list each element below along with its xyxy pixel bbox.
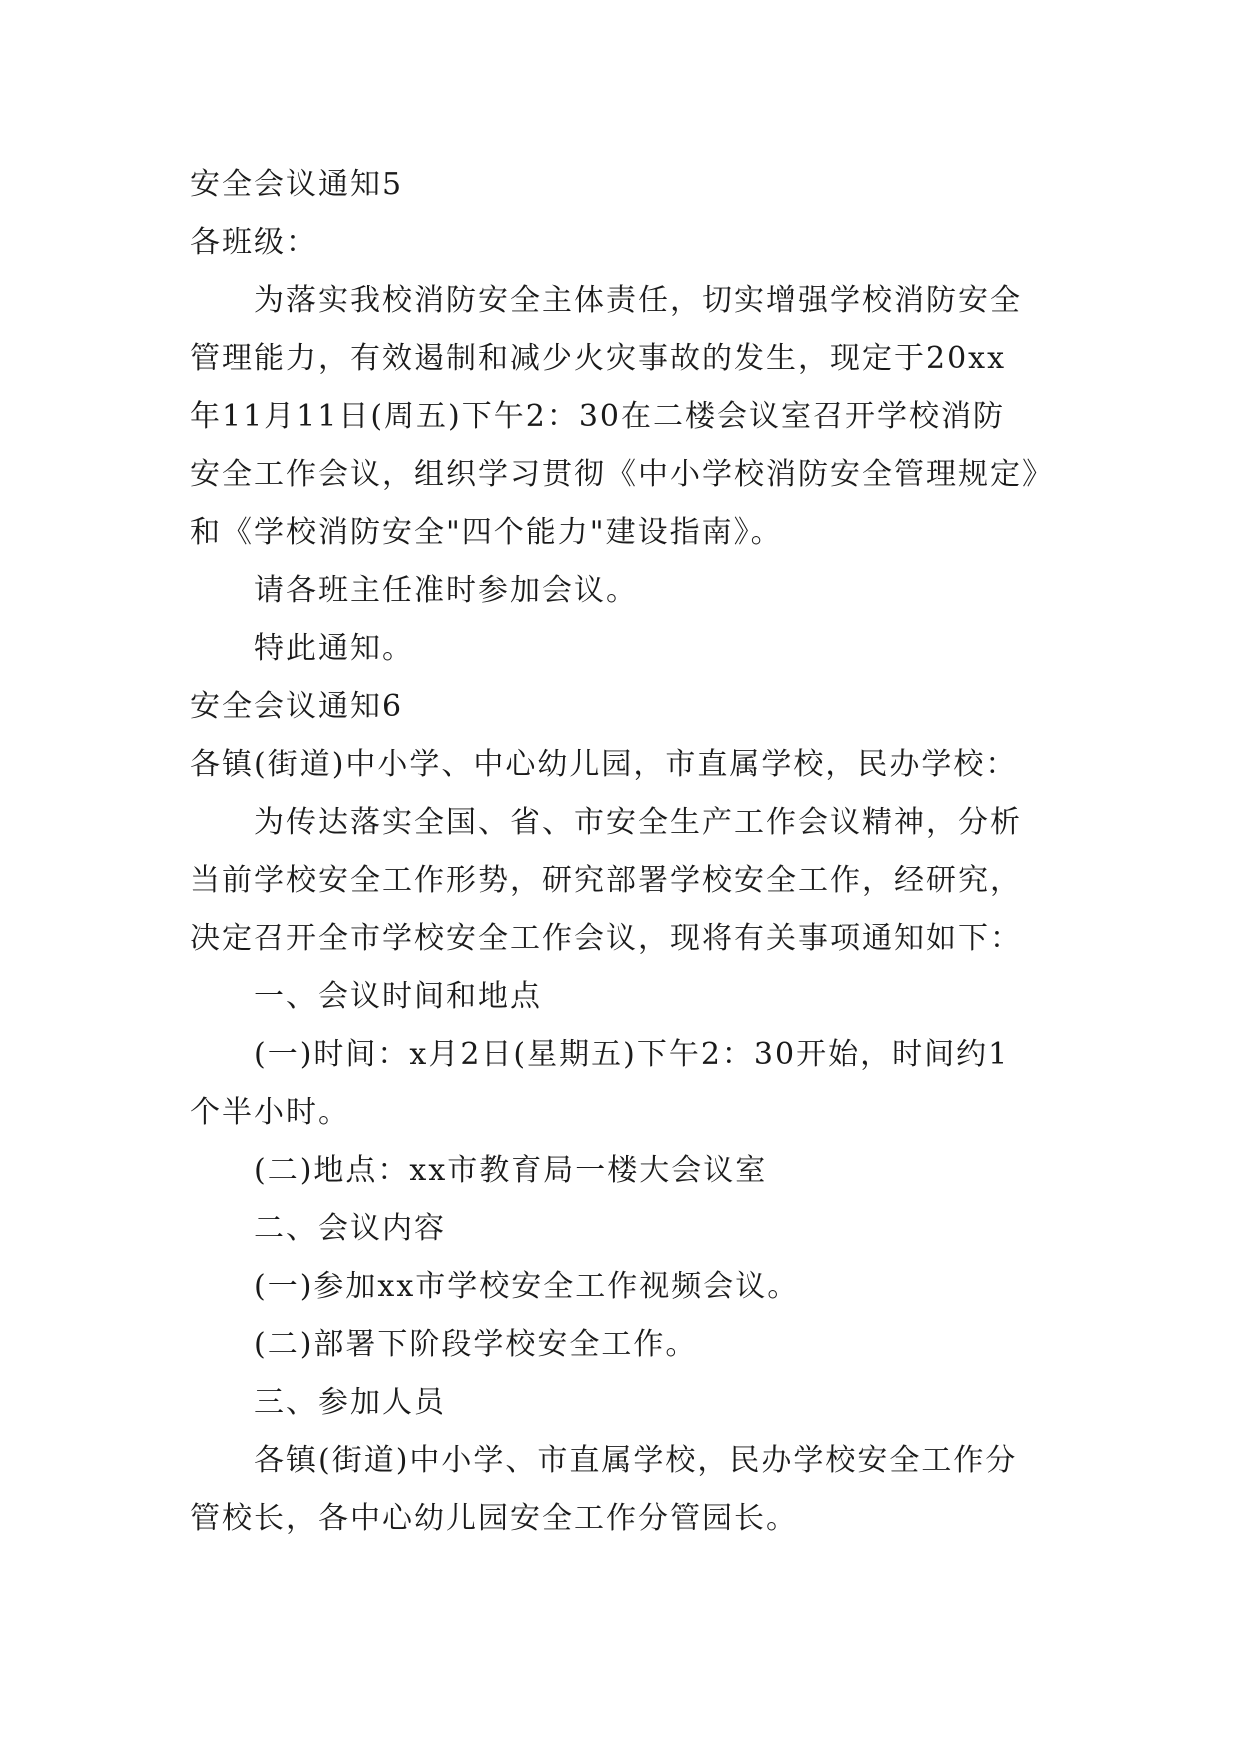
notice6-intro-line: 当前学校安全工作形势，研究部署学校安全工作，经研究， <box>190 863 1022 898</box>
section3-line: 各镇(街道)中小学、市直属学校，民办学校安全工作分 <box>254 1443 1018 1478</box>
section3-line: 管校长，各中心幼儿园安全工作分管园长。 <box>190 1501 798 1536</box>
notice5-para1-line: 和《学校消防安全"四个能力"建设指南》。 <box>190 515 783 550</box>
section3-heading: 三、参加人员 <box>254 1385 446 1420</box>
notice5-salutation: 各班级： <box>190 225 318 260</box>
notice5-para1-line: 安全工作会议，组织学习贯彻《中小学校消防安全管理规定》 <box>190 457 1054 492</box>
section2-heading: 二、会议内容 <box>254 1211 446 1246</box>
notice5-title: 安全会议通知5 <box>190 167 404 202</box>
notice6-salutation: 各镇(街道)中小学、中心幼儿园，市直属学校，民办学校： <box>190 747 1018 782</box>
section2-item2: (二)部署下阶段学校安全工作。 <box>254 1327 698 1362</box>
notice6-intro-line: 决定召开全市学校安全工作会议，现将有关事项通知如下： <box>190 921 1022 956</box>
notice5-para1-line: 为落实我校消防安全主体责任，切实增强学校消防安全 <box>254 283 1022 318</box>
section1-heading: 一、会议时间和地点 <box>254 979 542 1014</box>
notice6-intro-line: 为传达落实全国、省、市安全生产工作会议精神，分析 <box>254 805 1022 840</box>
notice5-para3: 特此通知。 <box>254 631 414 666</box>
section1-item2: (二)地点：xx市教育局一楼大会议室 <box>254 1153 768 1188</box>
section2-item1: (一)参加xx市学校安全工作视频会议。 <box>254 1269 800 1304</box>
document-page <box>190 156 1060 1548</box>
section1-item1-line: (一)时间：x月2日(星期五)下午2：30开始，时间约1 <box>254 1037 1010 1072</box>
notice6-title: 安全会议通知6 <box>190 689 404 724</box>
section1-item1-line: 个半小时。 <box>190 1095 350 1130</box>
notice5-para1-line: 年11月11日(周五)下午2：30在二楼会议室召开学校消防 <box>190 399 1006 434</box>
notice5-para1-line: 管理能力，有效遏制和减少火灾事故的发生，现定于20xx <box>190 341 1007 376</box>
notice5-para2: 请各班主任准时参加会议。 <box>254 573 638 608</box>
